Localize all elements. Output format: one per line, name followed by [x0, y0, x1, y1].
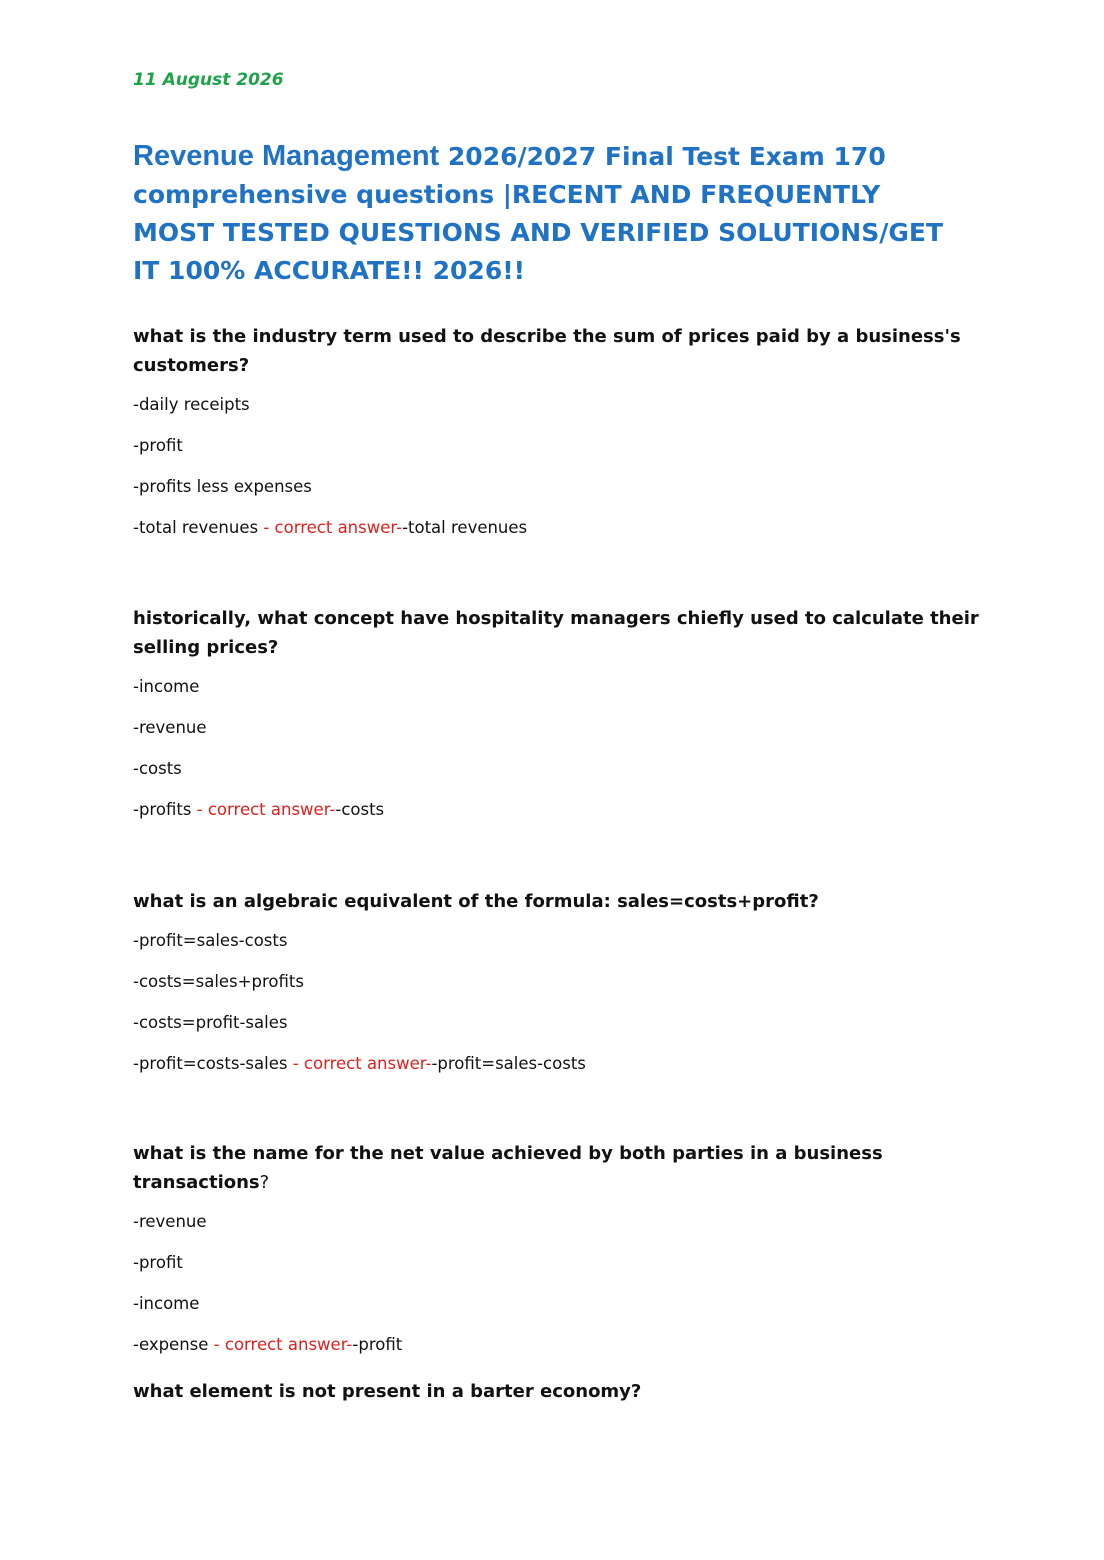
answer-separator: - [287, 1054, 304, 1073]
answer-option: -profits [133, 800, 192, 819]
question-block-1 [133, 322, 983, 538]
correct-answer-label: correct answer- [224, 1335, 353, 1354]
document-title [133, 137, 953, 290]
answer-line [133, 800, 983, 820]
question-block-4 [133, 1139, 983, 1355]
question-text: what is the industry term used to describe the sum of prices paid by a business's customers? [133, 326, 961, 376]
document-date: 11 August 2026 [133, 70, 284, 90]
question-block-5 [133, 1377, 983, 1406]
answer-option: -costs [133, 759, 182, 778]
question-text [133, 1139, 983, 1197]
answer-line [133, 518, 983, 538]
answer-option: -revenue [133, 718, 207, 737]
title-lead: Revenue Management [133, 140, 440, 172]
answer-option: -costs=sales+profits [133, 972, 304, 991]
correct-answer-value: -costs [335, 800, 385, 819]
question-block-3 [133, 887, 983, 1074]
question-text: historically, what concept have hospitality managers chiefly used to calculate their selling prices? [133, 608, 979, 658]
answer-option: -expense [133, 1335, 209, 1354]
answer-option: -profit [133, 436, 183, 455]
correct-answer-label: correct answer- [207, 800, 336, 819]
question-mark: ? [259, 1172, 270, 1193]
question-text-body: what is the name for the net value achieved by both parties in a business transactions [133, 1143, 883, 1193]
correct-answer-value: -profit=sales-costs [431, 1054, 586, 1073]
answer-option: -total revenues [133, 518, 259, 537]
title-rest: 2026/2027 Final Test Exam 170 comprehensive questions |RECENT AND FREQUENTLY MOST TESTED QUESTIONS AND VERIFIED SOLUTIONS/GET IT 100% ACCURATE!! 2026!! [133, 142, 944, 285]
answer-option: -profits less expenses [133, 477, 312, 496]
answer-option: -income [133, 677, 200, 696]
question-block-2 [133, 604, 983, 820]
correct-answer-value: -total revenues [402, 518, 528, 537]
answer-line [133, 1335, 983, 1355]
answer-separator: - [191, 800, 208, 819]
answer-option: -revenue [133, 1212, 207, 1231]
correct-answer-value: -profit [352, 1335, 403, 1354]
answer-option: -costs=profit-sales [133, 1013, 288, 1032]
correct-answer-label: correct answer- [274, 518, 403, 537]
answer-option: -profit [133, 1253, 183, 1272]
question-text: what is an algebraic equivalent of the formula: sales=costs+profit? [133, 891, 819, 912]
answer-option: -income [133, 1294, 200, 1313]
answer-separator: - [208, 1335, 225, 1354]
answer-option: -profit=costs-sales [133, 1054, 288, 1073]
answer-option: -profit=sales-costs [133, 931, 288, 950]
answer-option: -daily receipts [133, 395, 250, 414]
answer-separator: - [258, 518, 275, 537]
question-text: what element is not present in a barter economy? [133, 1381, 642, 1402]
answer-line [133, 1054, 983, 1074]
correct-answer-label: correct answer- [303, 1054, 432, 1073]
